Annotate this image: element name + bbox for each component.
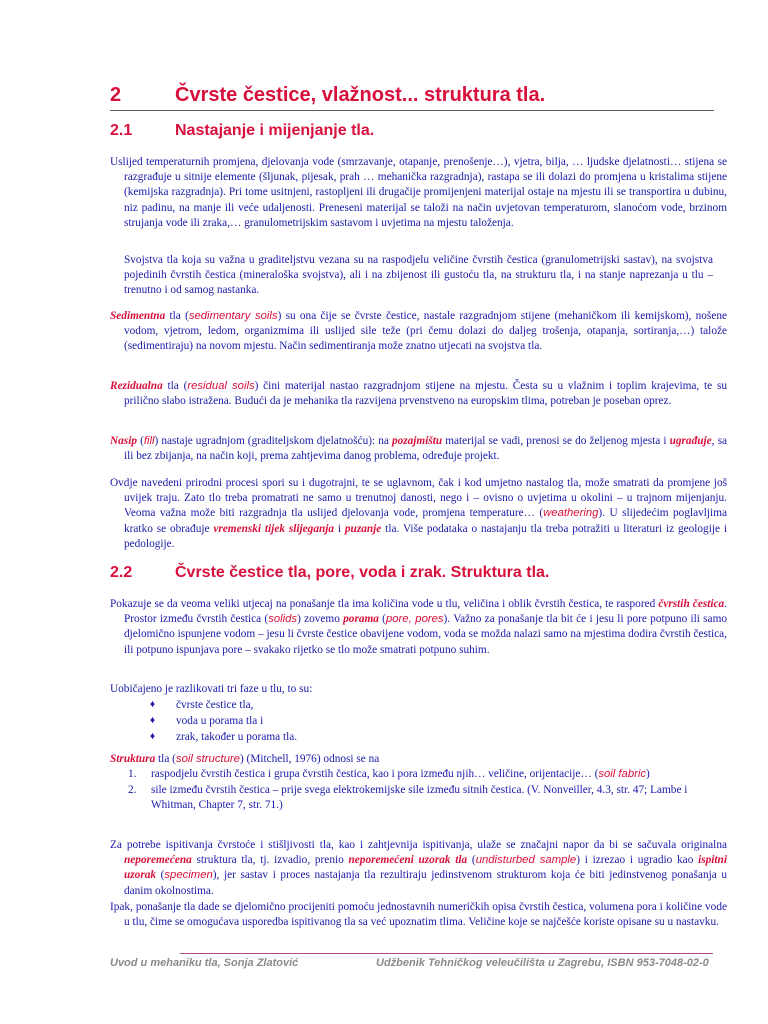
chapter-number: 2 (110, 84, 122, 106)
english-term: pore, pores (385, 613, 444, 626)
paragraph-weathering: Uslijed temperaturnih promjena, djelovanja vode (smrzavanje, otapanje, prenošenje…), vjetra, bilja, … ljudske djelatnosti… stijena se razgrađuje u sitnije elemente (šljunak, pijesak, prah … mehanička razgradnja), rastapa se ili dolazi do promjena u kristalima stijene (kemijska razgradnja). Pri tome usitnjeni, rastopljeni ili drugačije promijenjeni materijal ostaje na mjestu ili se transportira u dubinu, niz padinu, na manje ili veće udaljenosti. Preneseni materijal se taloži na način uvjetovan temperaturom, slanoćom vode, brzinom strujanja vode ili zraka,… granulometrijskim sastavom i uvjetima na mjestu taloženja. (110, 156, 727, 229)
term-solid-particles: čvrstih čestica (658, 598, 725, 610)
term-undisturbed-sample: neporemećeni uzorak tla (348, 854, 468, 867)
paragraph-processes: Ovdje navedeni prirodni procesi spori su i dugotrajni, te se uglavnom, čak i kod umjetno nastalog tla, može smatrati da promjene još uvijek traju. Zato tlo treba promatrati ne samo u trenutnoj danosti, nego i – ovisno o uvjetima u okolini – u trajnom mijenjanju. Veoma važna može biti razgradnja tla uslijed djelovanja vode, promjena temperature… (weathering). U slijedećim poglavljima kratko se obrađuje vremenski tijek slijeganja i puzanje tla. Više podataka o nastajanju tla treba potražiti u literaturi iz geologije i pedologije. (110, 477, 727, 550)
term-settlement: vremenski tijek slijeganja (213, 522, 335, 535)
paragraph-undisturbed: Za potrebe ispitivanja čvrstoće i stišljivosti tla, kao i zahtjevnija ispitivanja, ulaže se značajni napor da bi se sačuvala originalna neporemećena struktura tla, tj. izvadio, prenio neporemećeni uzorak tla (undisturbed sample) i izrezao i ugradio kao ispitni uzorak (specimen), jer sastav i proces nastajanja tla rezultiraju jedinstvenom strukturom koja će biti jedinstvenog ponašanja u danim okolnostima. (110, 839, 727, 897)
english-term: specimen (164, 869, 213, 882)
english-term: solids (268, 613, 298, 626)
english-term: fill (143, 435, 155, 447)
english-term: weathering (543, 507, 599, 520)
section-number: 2.2 (110, 564, 133, 581)
footer-publisher: Udžbenik Tehničkog veleučilišta u Zagrebu, ISBN 953-7048-02-0 (376, 957, 709, 969)
english-term: sedimentary soils (188, 310, 278, 322)
list-item: ♦ zrak, također u porama tla. (150, 731, 298, 743)
section-title: Čvrste čestice tla, pore, voda i zrak. Struktura tla. (175, 564, 550, 581)
diamond-bullet-icon: ♦ (150, 731, 156, 742)
term-fill: Nasip (110, 435, 137, 447)
english-term: undisturbed sample (475, 854, 577, 867)
footer-book-title: Uvod u mehaniku tla, Sonja Zlatović (110, 957, 299, 969)
list-item: 1. raspodjelu čvrstih čestica i grupa čvrstih čestica, kao i pora između njih… veličine, orijentacije… (soil fabric) (128, 768, 650, 780)
term-pores: porama (343, 613, 379, 626)
term-specimen: ispitni uzorak (124, 854, 727, 882)
footer-divider (180, 953, 713, 954)
paragraph-fill: Nasip (fill) nastaje ugradnjom (graditeljskom djelatnošću): na pozajmištu materijal se vadi, prenosi se do željenog mjesta i ugrađuje, sa ili bez zbijanja, na način koji, prema zahtjevima danog problema, određuje projekt. (110, 435, 727, 463)
term-creep: puzanje (344, 522, 382, 535)
paragraph-sedimentary: Sedimentna tla (sedimentary soils) su ona čije se čvrste čestice, nastale razgradnjom stijene (mehaničkom ili kemijskom), nošene vodom, vjetrom, ledom, organizmima ili uslijed sile teže (pri čemu dolazi do daljeg trošenja, otapanja, sortiranja,…) talože (sedimentiraju) na novom mjestu. Način sedimentiranja može znatno utjecati na svojstva tla. (110, 310, 727, 353)
term-residual: Rezidualna (110, 380, 163, 392)
chapter-title: Čvrste čestice, vlažnost... struktura tla. (175, 84, 546, 106)
paragraph-estimation: Ipak, ponašanje tla dade se djelomično procijeniti pomoću jednostavnih numeričkih opisa čvrstih čestica, volumena pora i količine vode u tlu, čime se omogućava usporedba ispitivanog tla sa već upoznatim tlima. Veličine koje se najčešće koriste opisane su u nastavku. (110, 901, 727, 929)
term-borrow-pit: pozajmištu (391, 435, 443, 447)
section-number: 2.1 (110, 122, 133, 139)
list-item: 2. sile između čvrstih čestica – prije svega elektrokemijske sile između sitnih čestica. (V. Nonveiller, 4.3, str. 47; Lambe i Whitman, Chapter 7, str. 71.) (128, 784, 688, 812)
list-item: ♦ voda u porama tla i (150, 715, 264, 727)
diamond-bullet-icon: ♦ (150, 699, 156, 710)
list-item: ♦ čvrste čestice tla, (150, 699, 254, 711)
term-sedimentary: Sedimentna (110, 310, 166, 322)
section-title: Nastajanje i mijenjanje tla. (175, 122, 375, 139)
chapter-heading (110, 84, 714, 111)
diamond-bullet-icon: ♦ (150, 715, 156, 726)
term-placed: ugrađuje (669, 435, 712, 447)
english-term: residual soils (187, 380, 255, 392)
term-structure: Struktura (110, 753, 156, 765)
english-term: soil structure (175, 753, 240, 765)
paragraph-soil-properties: Svojstva tla koja su važna u graditeljstvu vezana su na raspodjelu veličine čvrstih čestica (granulometrijski sastav), na svojstva pojedinih čvrstih čestica (mineraloška svojstva), ali i na zbijenost ili gustoću tla, na strukturu tla, i na stanje naprezanja u tlu – trenutno i od samog nastanka. (124, 254, 713, 297)
paragraph-residual: Rezidualna tla (residual soils) čini materijal nastao razgradnjom stijene na mjestu. Česta su u vlažnim i toplim krajevima, te su prilično slabo istražena. Budući da je mehanika tla razvijena prvenstveno na europskim tlima, potreban je poseban oprez. (110, 380, 728, 408)
paragraph-structure: Struktura tla (soil structure) (Mitchell, 1976) odnosi se na (110, 753, 380, 765)
structure-list (124, 767, 713, 815)
phases-list (150, 697, 297, 745)
paragraph-phases: Uobičajeno je razlikovati tri faze u tlu, to su: (110, 683, 313, 695)
paragraph-pores: Pokazuje se da veoma veliki utjecaj na ponašanje tla ima količina vode u tlu, veličina i oblik čvrstih čestica, te raspored čvrstih čestica. Prostor između čvrstih čestica (solids) zovemo porama (pore, pores). Važno za ponašanje tla bit će i jesu li pore potpuno ili samo djelomično ispunjene vodom – jesu li čvrste čestice obavijene vodom, voda se možda nalazi samo na mjestima dodira čvrstih čestica, ili potpuno ispunjava pore – svakako rijetko se tlo može smatrati potpuno suhim. (110, 598, 728, 656)
english-term: soil fabric (598, 768, 647, 780)
term-undisturbed: neporemećena (124, 854, 192, 867)
